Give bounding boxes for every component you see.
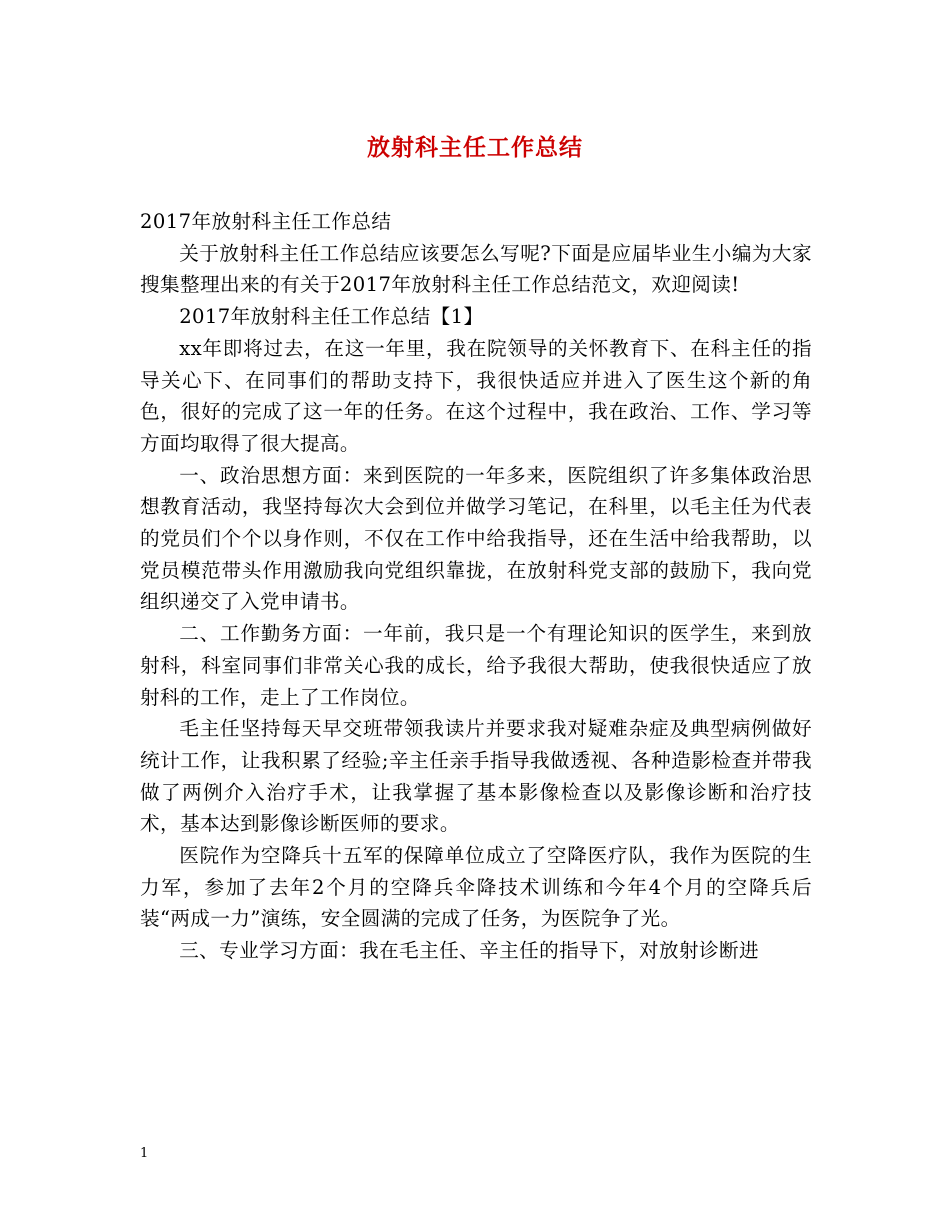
document-title: 放射科主任工作总结 (367, 134, 583, 161)
paragraph-overview: xx年即将过去，在这一年里，我在院领导的关怀教育下、在科主任的指导关心下、在同事们的帮助支持下，我很快适应并进入了医生这个新的角色，很好的完成了这一年的任务。在这个过程中，我在政治、工作、学习等方面均取得了很大提高。 (140, 336, 812, 455)
paragraph-work-duty: 二、工作勤务方面：一年前，我只是一个有理论知识的医学生，来到放射科，科室同事们非常关心我的成长，给予我很大帮助，使我很快适应了放射科的工作，走上了工作岗位。 (140, 622, 812, 709)
paragraph-political: 一、政治思想方面：来到医院的一年多来，医院组织了许多集体政治思想教育活动，我坚持每次大会到位并做学习笔记，在科里，以毛主任为代表的党员们个个以身作则，不仅在工作中给我指导，还在生活中给我帮助，以党员模范带头作用激励我向党组织靠拢，在放射科党支部的鼓励下，我向党组织递交了入党申请书。 (140, 463, 812, 614)
paragraph-professional-study: 三、专业学习方面：我在毛主任、辛主任的指导下，对放射诊断进 (179, 939, 760, 963)
paragraph-airborne-team: 医院作为空降兵十五军的保障单位成立了空降医疗队，我作为医院的生力军，参加了去年2个月的空降兵伞降技术训练和今年4个月的空降兵后装“两成一力”演练，安全圆满的完成了任务，为医院争了光。 (140, 844, 812, 931)
paragraph-intro: 关于放射科主任工作总结应该要怎么写呢?下面是应届毕业生小编为大家搜集整理出来的有关于2017年放射科主任工作总结范文，欢迎阅读! (140, 241, 812, 297)
document-subtitle: 2017年放射科主任工作总结 (140, 210, 392, 233)
paragraph-section-heading: 2017年放射科主任工作总结【1】 (179, 305, 484, 329)
document-body (140, 206, 812, 967)
paragraph-director-guidance: 毛主任坚持每天早交班带领我读片并要求我对疑难杂症及典型病例做好统计工作，让我积累了经验;辛主任亲手指导我做透视、各种造影检查并带我做了两例介入治疗手术，让我掌握了基本影像检查以及影像诊断和治疗技术，基本达到影像诊断医师的要求。 (140, 717, 812, 836)
page-number: 1 (140, 1146, 149, 1161)
